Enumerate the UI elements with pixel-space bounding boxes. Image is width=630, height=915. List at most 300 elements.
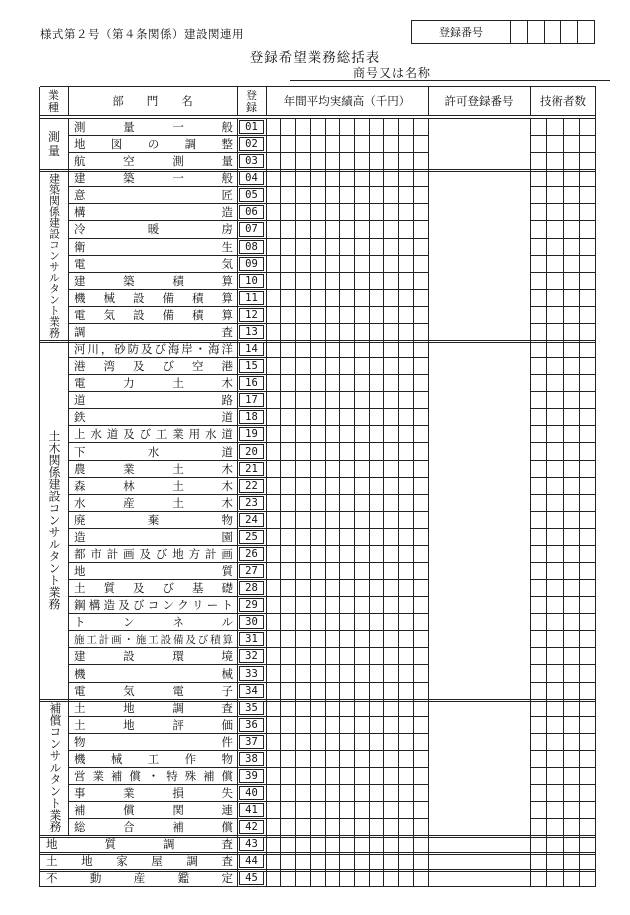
sales-cell[interactable] — [354, 853, 369, 870]
registration-code[interactable]: 14 — [239, 342, 264, 356]
registration-code[interactable]: 16 — [239, 376, 264, 390]
engineer-count-cell[interactable] — [547, 511, 564, 528]
engineer-count-cell[interactable] — [547, 716, 564, 733]
sales-cell[interactable] — [340, 528, 355, 545]
sales-cell[interactable] — [266, 460, 281, 477]
sales-cell[interactable] — [340, 870, 355, 887]
engineer-count-cell[interactable] — [563, 289, 580, 306]
sales-cell[interactable] — [384, 597, 399, 614]
engineer-count-cell[interactable] — [547, 306, 564, 323]
sales-cell[interactable] — [354, 323, 369, 340]
sales-cell[interactable] — [369, 511, 384, 528]
sales-cell[interactable] — [354, 119, 369, 136]
engineer-count-cell[interactable] — [530, 170, 547, 187]
sales-cell[interactable] — [310, 392, 325, 409]
sales-cell[interactable] — [266, 545, 281, 562]
sales-cell[interactable] — [354, 528, 369, 545]
license-number-cell[interactable] — [428, 170, 530, 341]
engineer-count-cell[interactable] — [530, 870, 547, 887]
sales-cell[interactable] — [266, 323, 281, 340]
engineer-count-cell[interactable] — [580, 477, 597, 494]
sales-cell[interactable] — [325, 648, 340, 665]
engineer-count-cell[interactable] — [563, 648, 580, 665]
engineer-count-cell[interactable] — [547, 221, 564, 238]
sales-cell[interactable] — [413, 699, 428, 716]
sales-cell[interactable] — [281, 272, 296, 289]
sales-cell[interactable] — [369, 306, 384, 323]
sales-cell[interactable] — [340, 341, 355, 358]
sales-cell[interactable] — [266, 358, 281, 375]
engineer-count-cell[interactable] — [580, 665, 597, 682]
sales-cell[interactable] — [384, 238, 399, 255]
sales-cell[interactable] — [399, 836, 414, 853]
sales-cell[interactable] — [384, 733, 399, 750]
engineer-count-cell[interactable] — [563, 204, 580, 221]
sales-cell[interactable] — [354, 665, 369, 682]
sales-cell[interactable] — [325, 785, 340, 802]
sales-cell[interactable] — [399, 221, 414, 238]
engineer-count-cell[interactable] — [580, 836, 597, 853]
sales-cell[interactable] — [340, 563, 355, 580]
sales-cell[interactable] — [384, 580, 399, 597]
sales-cell[interactable] — [384, 306, 399, 323]
engineer-count-cell[interactable] — [530, 426, 547, 443]
sales-cell[interactable] — [399, 750, 414, 767]
sales-cell[interactable] — [266, 443, 281, 460]
license-number-cell[interactable] — [428, 699, 530, 836]
sales-cell[interactable] — [310, 528, 325, 545]
sales-cell[interactable] — [399, 426, 414, 443]
registration-code[interactable]: 03 — [239, 154, 264, 168]
sales-cell[interactable] — [266, 375, 281, 392]
sales-cell[interactable] — [295, 665, 310, 682]
sales-cell[interactable] — [369, 153, 384, 170]
sales-cell[interactable] — [384, 750, 399, 767]
engineer-count-cell[interactable] — [580, 750, 597, 767]
sales-cell[interactable] — [310, 306, 325, 323]
engineer-count-cell[interactable] — [563, 716, 580, 733]
engineer-count-cell[interactable] — [530, 648, 547, 665]
sales-cell[interactable] — [266, 733, 281, 750]
sales-cell[interactable] — [310, 597, 325, 614]
sales-cell[interactable] — [310, 785, 325, 802]
engineer-count-cell[interactable] — [580, 733, 597, 750]
sales-cell[interactable] — [413, 767, 428, 784]
sales-cell[interactable] — [266, 187, 281, 204]
registration-code[interactable]: 44 — [239, 854, 264, 868]
engineer-count-cell[interactable] — [530, 119, 547, 136]
sales-cell[interactable] — [266, 597, 281, 614]
sales-cell[interactable] — [281, 392, 296, 409]
sales-cell[interactable] — [310, 477, 325, 494]
license-number-cell[interactable] — [428, 341, 530, 700]
sales-cell[interactable] — [384, 323, 399, 340]
registration-code[interactable]: 15 — [239, 359, 264, 373]
sales-cell[interactable] — [413, 733, 428, 750]
sales-cell[interactable] — [369, 375, 384, 392]
engineer-count-cell[interactable] — [580, 375, 597, 392]
sales-cell[interactable] — [266, 494, 281, 511]
sales-cell[interactable] — [281, 853, 296, 870]
engineer-count-cell[interactable] — [530, 767, 547, 784]
sales-cell[interactable] — [281, 170, 296, 187]
registration-code[interactable]: 12 — [239, 308, 264, 322]
sales-cell[interactable] — [384, 204, 399, 221]
engineer-count-cell[interactable] — [580, 289, 597, 306]
engineer-count-cell[interactable] — [563, 563, 580, 580]
sales-cell[interactable] — [413, 136, 428, 153]
sales-cell[interactable] — [369, 323, 384, 340]
engineer-count-cell[interactable] — [530, 545, 547, 562]
sales-cell[interactable] — [340, 306, 355, 323]
registration-code[interactable]: 02 — [239, 137, 264, 151]
sales-cell[interactable] — [413, 375, 428, 392]
sales-cell[interactable] — [384, 836, 399, 853]
registration-code[interactable]: 19 — [239, 427, 264, 441]
engineer-count-cell[interactable] — [547, 443, 564, 460]
sales-cell[interactable] — [295, 563, 310, 580]
engineer-count-cell[interactable] — [547, 597, 564, 614]
engineer-count-cell[interactable] — [563, 511, 580, 528]
sales-cell[interactable] — [310, 170, 325, 187]
sales-cell[interactable] — [399, 460, 414, 477]
sales-cell[interactable] — [413, 853, 428, 870]
sales-cell[interactable] — [354, 819, 369, 836]
engineer-count-cell[interactable] — [530, 631, 547, 648]
sales-cell[interactable] — [354, 682, 369, 699]
sales-cell[interactable] — [369, 836, 384, 853]
sales-cell[interactable] — [310, 221, 325, 238]
sales-cell[interactable] — [399, 733, 414, 750]
sales-cell[interactable] — [295, 460, 310, 477]
engineer-count-cell[interactable] — [580, 358, 597, 375]
sales-cell[interactable] — [266, 426, 281, 443]
sales-cell[interactable] — [340, 392, 355, 409]
sales-cell[interactable] — [325, 375, 340, 392]
engineer-count-cell[interactable] — [580, 221, 597, 238]
sales-cell[interactable] — [295, 853, 310, 870]
sales-cell[interactable] — [384, 511, 399, 528]
engineer-count-cell[interactable] — [547, 785, 564, 802]
registration-code[interactable]: 43 — [239, 837, 264, 851]
sales-cell[interactable] — [310, 460, 325, 477]
sales-cell[interactable] — [281, 375, 296, 392]
engineer-count-cell[interactable] — [530, 238, 547, 255]
sales-cell[interactable] — [369, 358, 384, 375]
engineer-count-cell[interactable] — [530, 716, 547, 733]
sales-cell[interactable] — [310, 870, 325, 887]
sales-cell[interactable] — [295, 648, 310, 665]
sales-cell[interactable] — [340, 238, 355, 255]
sales-cell[interactable] — [325, 563, 340, 580]
sales-cell[interactable] — [413, 153, 428, 170]
sales-cell[interactable] — [295, 187, 310, 204]
engineer-count-cell[interactable] — [530, 682, 547, 699]
sales-cell[interactable] — [413, 426, 428, 443]
engineer-count-cell[interactable] — [580, 119, 597, 136]
engineer-count-cell[interactable] — [530, 443, 547, 460]
sales-cell[interactable] — [325, 836, 340, 853]
sales-cell[interactable] — [266, 648, 281, 665]
sales-cell[interactable] — [325, 733, 340, 750]
sales-cell[interactable] — [295, 580, 310, 597]
sales-cell[interactable] — [399, 289, 414, 306]
sales-cell[interactable] — [310, 289, 325, 306]
sales-cell[interactable] — [413, 341, 428, 358]
sales-cell[interactable] — [295, 528, 310, 545]
sales-cell[interactable] — [310, 358, 325, 375]
sales-cell[interactable] — [340, 460, 355, 477]
sales-cell[interactable] — [399, 580, 414, 597]
engineer-count-cell[interactable] — [547, 494, 564, 511]
sales-cell[interactable] — [384, 426, 399, 443]
sales-cell[interactable] — [325, 494, 340, 511]
engineer-count-cell[interactable] — [547, 426, 564, 443]
sales-cell[interactable] — [266, 563, 281, 580]
engineer-count-cell[interactable] — [547, 341, 564, 358]
engineer-count-cell[interactable] — [563, 750, 580, 767]
sales-cell[interactable] — [325, 221, 340, 238]
engineer-count-cell[interactable] — [563, 375, 580, 392]
sales-cell[interactable] — [266, 221, 281, 238]
engineer-count-cell[interactable] — [563, 785, 580, 802]
sales-cell[interactable] — [354, 238, 369, 255]
registration-code[interactable]: 26 — [239, 547, 264, 561]
sales-cell[interactable] — [295, 221, 310, 238]
engineer-count-cell[interactable] — [563, 358, 580, 375]
sales-cell[interactable] — [413, 409, 428, 426]
engineer-count-cell[interactable] — [580, 648, 597, 665]
sales-cell[interactable] — [384, 494, 399, 511]
sales-cell[interactable] — [399, 682, 414, 699]
sales-cell[interactable] — [413, 545, 428, 562]
sales-cell[interactable] — [266, 477, 281, 494]
sales-cell[interactable] — [281, 528, 296, 545]
engineer-count-cell[interactable] — [580, 682, 597, 699]
engineer-count-cell[interactable] — [547, 392, 564, 409]
sales-cell[interactable] — [266, 802, 281, 819]
sales-cell[interactable] — [281, 426, 296, 443]
sales-cell[interactable] — [340, 409, 355, 426]
sales-cell[interactable] — [310, 136, 325, 153]
engineer-count-cell[interactable] — [563, 323, 580, 340]
sales-cell[interactable] — [354, 545, 369, 562]
sales-cell[interactable] — [310, 341, 325, 358]
sales-cell[interactable] — [399, 785, 414, 802]
sales-cell[interactable] — [325, 153, 340, 170]
sales-cell[interactable] — [340, 153, 355, 170]
registration-code[interactable]: 23 — [239, 496, 264, 510]
sales-cell[interactable] — [413, 580, 428, 597]
engineer-count-cell[interactable] — [563, 409, 580, 426]
sales-cell[interactable] — [295, 682, 310, 699]
sales-cell[interactable] — [325, 631, 340, 648]
sales-cell[interactable] — [266, 153, 281, 170]
sales-cell[interactable] — [266, 614, 281, 631]
sales-cell[interactable] — [354, 733, 369, 750]
sales-cell[interactable] — [281, 358, 296, 375]
sales-cell[interactable] — [281, 699, 296, 716]
sales-cell[interactable] — [295, 733, 310, 750]
sales-cell[interactable] — [266, 682, 281, 699]
sales-cell[interactable] — [354, 187, 369, 204]
sales-cell[interactable] — [310, 802, 325, 819]
sales-cell[interactable] — [369, 443, 384, 460]
sales-cell[interactable] — [310, 255, 325, 272]
sales-cell[interactable] — [384, 682, 399, 699]
engineer-count-cell[interactable] — [563, 153, 580, 170]
license-number-cell[interactable] — [428, 853, 530, 870]
sales-cell[interactable] — [354, 392, 369, 409]
engineer-count-cell[interactable] — [580, 255, 597, 272]
sales-cell[interactable] — [340, 204, 355, 221]
sales-cell[interactable] — [399, 119, 414, 136]
engineer-count-cell[interactable] — [563, 545, 580, 562]
engineer-count-cell[interactable] — [547, 733, 564, 750]
sales-cell[interactable] — [340, 511, 355, 528]
sales-cell[interactable] — [354, 375, 369, 392]
sales-cell[interactable] — [354, 716, 369, 733]
sales-cell[interactable] — [384, 614, 399, 631]
registration-code[interactable]: 27 — [239, 564, 264, 578]
sales-cell[interactable] — [310, 580, 325, 597]
engineer-count-cell[interactable] — [530, 460, 547, 477]
sales-cell[interactable] — [384, 170, 399, 187]
sales-cell[interactable] — [281, 136, 296, 153]
sales-cell[interactable] — [413, 494, 428, 511]
sales-cell[interactable] — [354, 785, 369, 802]
sales-cell[interactable] — [399, 392, 414, 409]
sales-cell[interactable] — [399, 477, 414, 494]
engineer-count-cell[interactable] — [530, 392, 547, 409]
sales-cell[interactable] — [325, 614, 340, 631]
sales-cell[interactable] — [354, 767, 369, 784]
sales-cell[interactable] — [281, 716, 296, 733]
engineer-count-cell[interactable] — [563, 443, 580, 460]
engineer-count-cell[interactable] — [530, 136, 547, 153]
sales-cell[interactable] — [340, 597, 355, 614]
registration-code[interactable]: 08 — [239, 240, 264, 254]
sales-cell[interactable] — [310, 836, 325, 853]
sales-cell[interactable] — [325, 255, 340, 272]
engineer-count-cell[interactable] — [547, 272, 564, 289]
sales-cell[interactable] — [266, 580, 281, 597]
sales-cell[interactable] — [295, 614, 310, 631]
sales-cell[interactable] — [266, 409, 281, 426]
sales-cell[interactable] — [384, 631, 399, 648]
sales-cell[interactable] — [281, 187, 296, 204]
engineer-count-cell[interactable] — [547, 460, 564, 477]
sales-cell[interactable] — [384, 272, 399, 289]
sales-cell[interactable] — [369, 272, 384, 289]
sales-cell[interactable] — [413, 870, 428, 887]
sales-cell[interactable] — [369, 460, 384, 477]
engineer-count-cell[interactable] — [530, 187, 547, 204]
sales-cell[interactable] — [413, 614, 428, 631]
sales-cell[interactable] — [266, 392, 281, 409]
engineer-count-cell[interactable] — [563, 170, 580, 187]
sales-cell[interactable] — [325, 187, 340, 204]
sales-cell[interactable] — [340, 221, 355, 238]
sales-cell[interactable] — [281, 323, 296, 340]
sales-cell[interactable] — [369, 426, 384, 443]
sales-cell[interactable] — [340, 323, 355, 340]
sales-cell[interactable] — [354, 289, 369, 306]
sales-cell[interactable] — [340, 272, 355, 289]
sales-cell[interactable] — [340, 443, 355, 460]
sales-cell[interactable] — [325, 699, 340, 716]
sales-cell[interactable] — [369, 767, 384, 784]
sales-cell[interactable] — [399, 238, 414, 255]
engineer-count-cell[interactable] — [547, 528, 564, 545]
sales-cell[interactable] — [399, 323, 414, 340]
sales-cell[interactable] — [399, 545, 414, 562]
sales-cell[interactable] — [340, 716, 355, 733]
engineer-count-cell[interactable] — [580, 802, 597, 819]
registration-code[interactable]: 29 — [239, 598, 264, 612]
sales-cell[interactable] — [413, 255, 428, 272]
sales-cell[interactable] — [413, 460, 428, 477]
engineer-count-cell[interactable] — [563, 494, 580, 511]
engineer-count-cell[interactable] — [547, 289, 564, 306]
sales-cell[interactable] — [325, 289, 340, 306]
engineer-count-cell[interactable] — [580, 785, 597, 802]
registration-code[interactable]: 01 — [239, 120, 264, 134]
engineer-count-cell[interactable] — [580, 238, 597, 255]
sales-cell[interactable] — [354, 511, 369, 528]
sales-cell[interactable] — [384, 785, 399, 802]
registration-code[interactable]: 33 — [239, 666, 264, 680]
sales-cell[interactable] — [413, 238, 428, 255]
sales-cell[interactable] — [266, 170, 281, 187]
sales-cell[interactable] — [354, 409, 369, 426]
engineer-count-cell[interactable] — [530, 358, 547, 375]
sales-cell[interactable] — [310, 665, 325, 682]
sales-cell[interactable] — [281, 785, 296, 802]
sales-cell[interactable] — [354, 221, 369, 238]
sales-cell[interactable] — [340, 170, 355, 187]
sales-cell[interactable] — [354, 341, 369, 358]
sales-cell[interactable] — [340, 836, 355, 853]
registration-code[interactable]: 24 — [239, 513, 264, 527]
sales-cell[interactable] — [384, 545, 399, 562]
engineer-count-cell[interactable] — [547, 580, 564, 597]
engineer-count-cell[interactable] — [530, 836, 547, 853]
registration-code[interactable]: 07 — [239, 222, 264, 236]
sales-cell[interactable] — [354, 170, 369, 187]
sales-cell[interactable] — [266, 204, 281, 221]
sales-cell[interactable] — [266, 136, 281, 153]
engineer-count-cell[interactable] — [563, 341, 580, 358]
sales-cell[interactable] — [369, 648, 384, 665]
sales-cell[interactable] — [310, 733, 325, 750]
engineer-count-cell[interactable] — [547, 836, 564, 853]
sales-cell[interactable] — [281, 545, 296, 562]
sales-cell[interactable] — [295, 767, 310, 784]
sales-cell[interactable] — [281, 733, 296, 750]
sales-cell[interactable] — [295, 119, 310, 136]
engineer-count-cell[interactable] — [563, 221, 580, 238]
sales-cell[interactable] — [295, 785, 310, 802]
sales-cell[interactable] — [281, 802, 296, 819]
sales-cell[interactable] — [266, 750, 281, 767]
engineer-count-cell[interactable] — [580, 323, 597, 340]
registration-code[interactable]: 38 — [239, 752, 264, 766]
engineer-count-cell[interactable] — [530, 375, 547, 392]
sales-cell[interactable] — [281, 255, 296, 272]
sales-cell[interactable] — [340, 426, 355, 443]
engineer-count-cell[interactable] — [547, 204, 564, 221]
